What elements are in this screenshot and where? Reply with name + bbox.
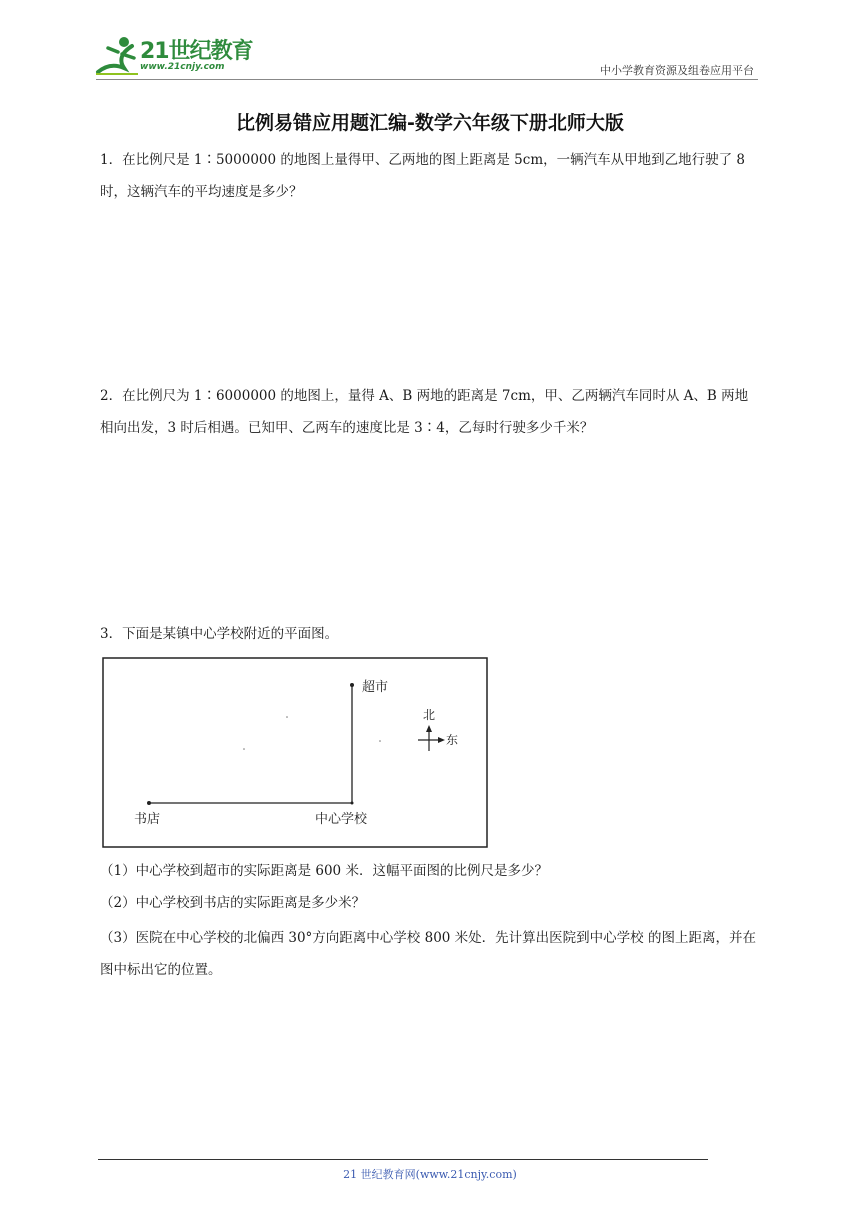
question-3-part-2: （2）中心学校到书店的实际距离是多少米？ <box>100 895 366 911</box>
bookstore-label: 书店 <box>134 812 161 827</box>
footer-divider <box>98 1159 708 1160</box>
question-3: 3．下面是某镇中心学校附近的平面图。 <box>100 626 339 642</box>
north-label: 北 <box>423 708 436 722</box>
logo-url: www.21cnjy.com <box>140 62 225 72</box>
site-logo[interactable] <box>94 34 264 78</box>
question-1: 1．在比例尺是 1∶5000000 的地图上量得甲、乙两地的图上距离是 5cm，一辆汽车从甲地到乙地行驶了 8 时，这辆汽车的平均速度是多少？ <box>100 152 746 200</box>
question-3-part-3: （3）医院在中心学校的北偏西 30°方向距离中心学校 800 米处．先计算出医院到中心学校 的图上距离，并在图中标出它的位置。 <box>100 930 756 978</box>
supermarket-label: 超市 <box>362 680 389 695</box>
header-divider <box>96 79 758 80</box>
school-label: 中心学校 <box>315 812 368 827</box>
map-border <box>103 658 487 847</box>
question-3-part-1: （1）中心学校到超市的实际距离是 600 米．这幅平面图的比例尺是多少？ <box>100 863 548 879</box>
east-label: 东 <box>446 733 459 747</box>
question-2: 2．在比例尺为 1∶6000000 的地图上，量得 A、B 两地的距离是 7cm，甲、乙两辆汽车同时从 A、B 两地相向出发，3 时后相遇。已知甲、乙两车的速度比是 3∶4，乙每时行驶多少千米？ <box>100 388 749 436</box>
school-point <box>351 802 354 805</box>
platform-label: 中小学教育资源及组卷应用平台 <box>600 64 754 77</box>
bookstore-point <box>147 801 151 805</box>
runner-logo-icon <box>94 34 140 78</box>
footer-link[interactable]: 21 世纪教育网(www.21cnjy.com) <box>343 1168 517 1181</box>
town-map-diagram <box>102 657 488 848</box>
logo-text: 21世纪教育 <box>140 39 253 64</box>
supermarket-point <box>350 683 354 687</box>
page-title: 比例易错应用题汇编-数学六年级下册北师大版 <box>236 112 624 134</box>
